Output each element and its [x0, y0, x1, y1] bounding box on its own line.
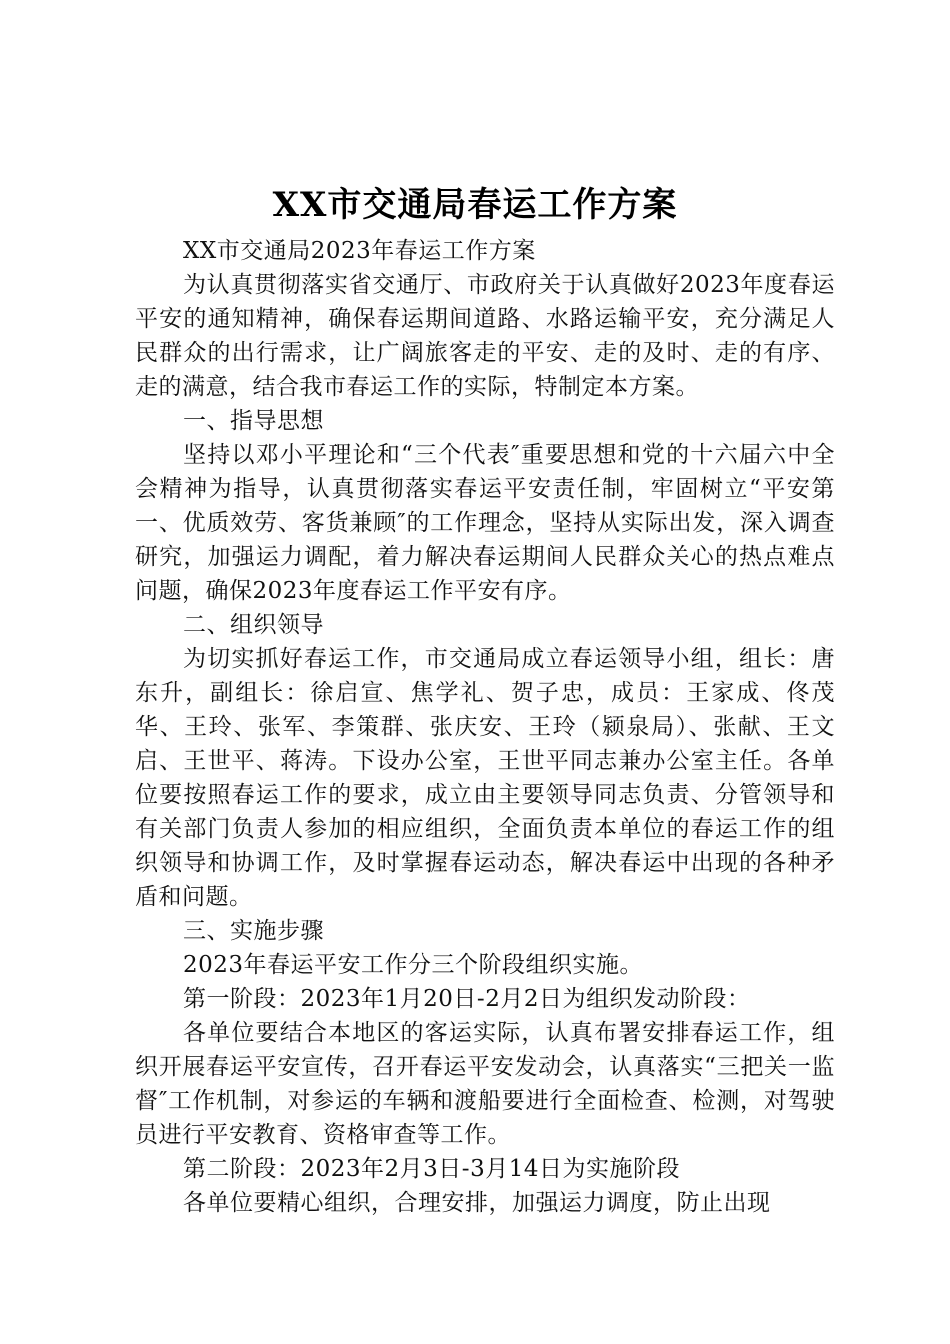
paragraph-intro: 为认真贯彻落实省交通厅、市政府关于认真做好2023年度春运平安的通知精神，确保春运期间道路、水路运输平安，充分满足人民群众的出行需求，让广阔旅客走的平安、走的及时、走的有序、走的满意，结合我市春运工作的实际，特制定本方案。	[135, 272, 835, 400]
paragraph-organization: 为切实抓好春运工作，市交通局成立春运领导小组，组长：唐东升，副组长：徐启宣、焦学礼、贺子忠，成员：王家成、佟茂华、王玲、张军、李策群、张庆安、王玲（颍泉局）、张献、王文启、王世平、蒋涛。下设办公室，王世平同志兼办公室主任。各单位要按照春运工作的要求，成立由主要领导同志负责、分管领导和有关部门负责人参加的相应组织，全面负责本单位的春运工作的组织领导和协调工作，及时掌握春运动态，解决春运中出现的各种矛盾和问题。	[135, 646, 835, 910]
heading-organization: 二、组织领导	[183, 612, 324, 638]
paragraph-phase-one-title: 第一阶段：2023年1月20日-2月2日为组织发动阶段：	[183, 986, 751, 1012]
paragraph-phase-one: 各单位要结合本地区的客运实际，认真布署安排春运工作，组织开展春运平安宣传，召开春运平安发动会，认真落实“三把关一监督″工作机制，对参运的车辆和渡船要进行全面检查、检测，对驾驶员进行平安教育、资格审查等工作。	[135, 1020, 835, 1148]
paragraph-subtitle: XX市交通局2023年春运工作方案	[183, 238, 536, 264]
paragraph-phase-two: 各单位要精心组织，合理安排，加强运力调度，防止出现	[183, 1190, 771, 1216]
document-title: XX市交通局春运工作方案	[272, 185, 678, 225]
paragraph-phase-two-title: 第二阶段：2023年2月3日-3月14日为实施阶段	[183, 1156, 680, 1182]
paragraph-phases-intro: 2023年春运平安工作分三个阶段组织实施。	[183, 952, 644, 978]
heading-guiding-thought: 一、指导思想	[183, 408, 324, 434]
heading-implementation: 三、实施步骤	[183, 918, 324, 944]
paragraph-guiding-thought: 坚持以邓小平理论和“三个代表″重要思想和党的十六届六中全会精神为指导，认真贯彻落实春运平安责任制，牢固树立“平安第一、优质效劳、客货兼顾″的工作理念，坚持从实际出发，深入调查研究，加强运力调配，着力解决春运期间人民群众关心的热点难点问题，确保2023年度春运工作平安有序。	[135, 442, 835, 604]
document-body	[135, 234, 835, 1220]
